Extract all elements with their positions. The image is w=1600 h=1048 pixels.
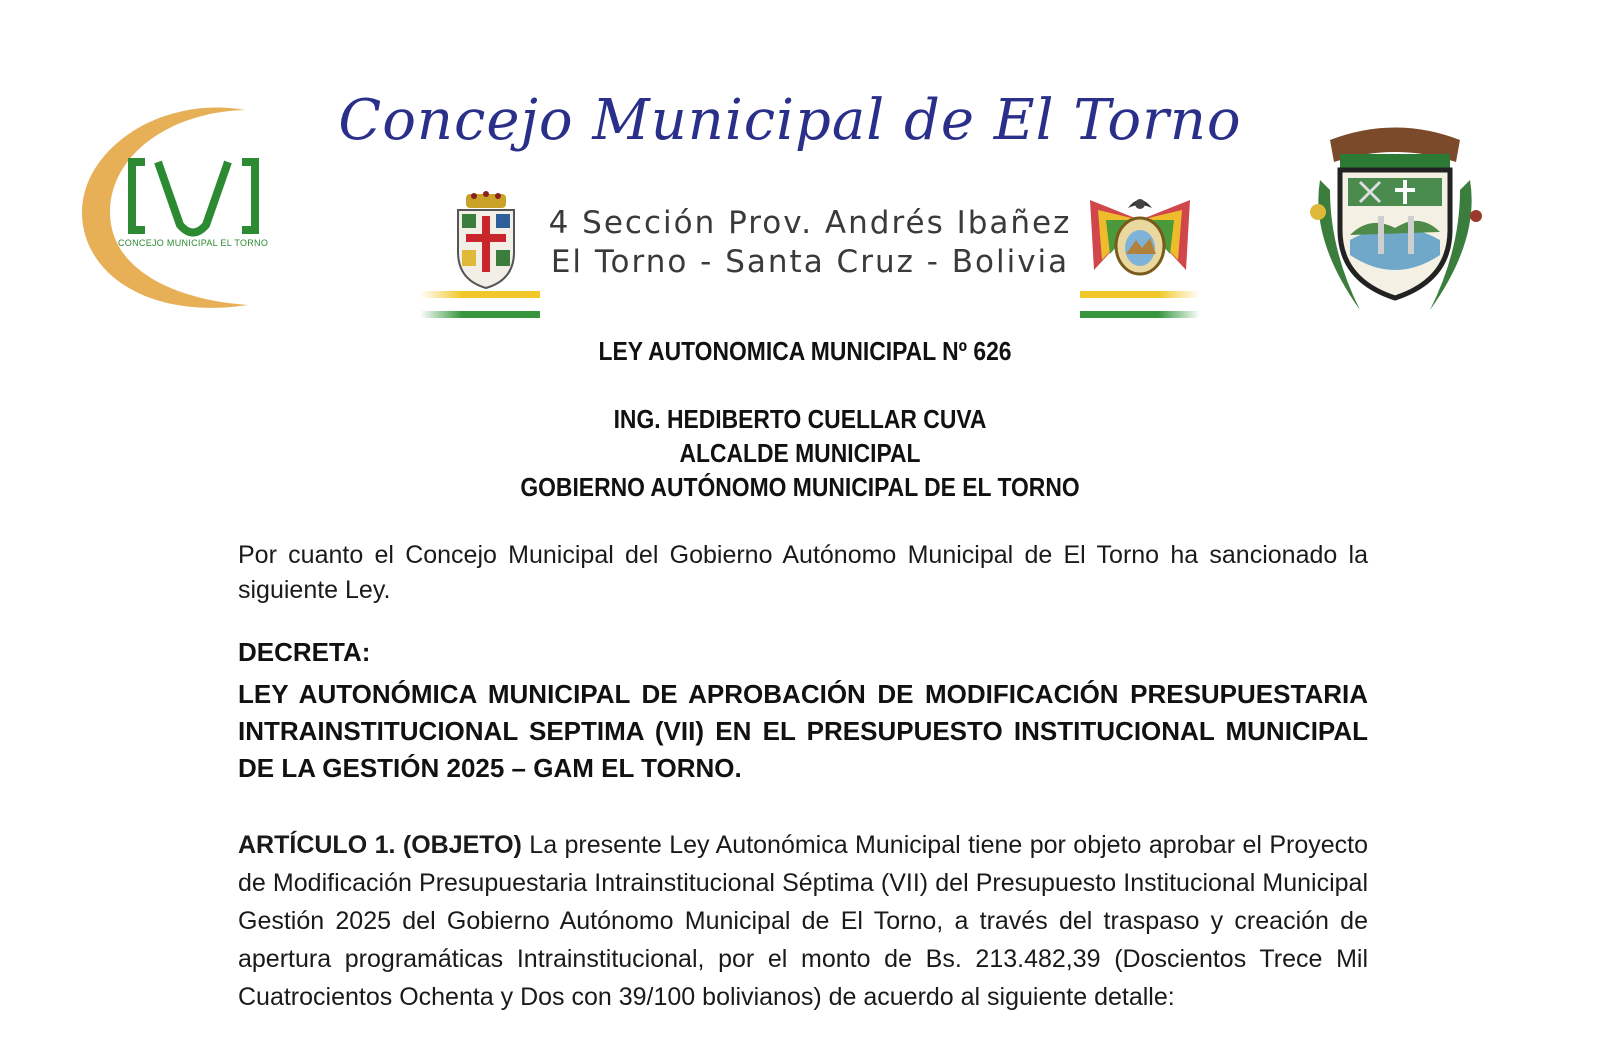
stripe-yellow-left xyxy=(420,291,540,298)
article-1-text: La presente Ley Autonómica Municipal tiene por objeto aprobar el Proyecto de Modificación Presupuestaria Intrainstitucional Séptima (VII) del Presupuesto Institucional Municipal Gestión 2025 del Gobierno Autónomo Municipal de El Torno, a través del traspaso y creación de apertura programáticas Intrainstitucional, por el monto de Bs. 213.482,39 (Doscientos Trece Mil Cuatrocientos Ochenta y Dos con 39/100 bolivianos) de acuerdo al siguiente detalle: xyxy=(238,831,1368,1011)
official-name: ING. HEDIBERTO CUELLAR CUVA xyxy=(613,404,987,434)
bolivia-coat-of-arms-icon xyxy=(1080,190,1200,290)
article-1-lead: ARTÍCULO 1. (OBJETO) xyxy=(238,831,522,859)
official-government: GOBIERNO AUTÓNOMO MUNICIPAL DE EL TORNO xyxy=(520,472,1080,502)
official-role: ALCALDE MUNICIPAL xyxy=(679,438,921,468)
logo-caption: CONCEJO MUNICIPAL EL TORNO xyxy=(118,238,269,248)
header-subtitle-line1: 4 Sección Prov. Andrés Ibañez xyxy=(548,205,1072,241)
stripe-green-left xyxy=(420,311,540,318)
header-title: Concejo Municipal de El Torno xyxy=(338,88,1242,153)
intro-paragraph: Por cuanto el Concejo Municipal del Gobierno Autónomo Municipal de El Torno ha sancionado la siguiente Ley. xyxy=(238,541,1368,604)
law-title: LEY AUTONOMICA MUNICIPAL Nº 626 xyxy=(598,336,1012,366)
municipal-crest-icon xyxy=(452,190,520,290)
header-subtitle-line2: El Torno - Santa Cruz - Bolivia xyxy=(550,244,1070,280)
stripe-yellow-right xyxy=(1080,291,1200,298)
stripe-green-right xyxy=(1080,311,1200,318)
decreta-label: DECRETA: xyxy=(238,637,371,667)
el-torno-coat-of-arms-icon xyxy=(1300,120,1490,320)
article-1-paragraph xyxy=(238,826,1368,1016)
concejo-logo-icon xyxy=(70,100,270,320)
decree-title: LEY AUTONÓMICA MUNICIPAL DE APROBACIÓN DE MODIFICACIÓN PRESUPUESTARIA INTRAINSTITUCIONAL SEPTIMA (VII) EN EL PRESUPUESTO INSTITUCIONAL MUNICIPAL DE LA GESTIÓN 2025 – GAM EL TORNO. xyxy=(238,679,1368,783)
